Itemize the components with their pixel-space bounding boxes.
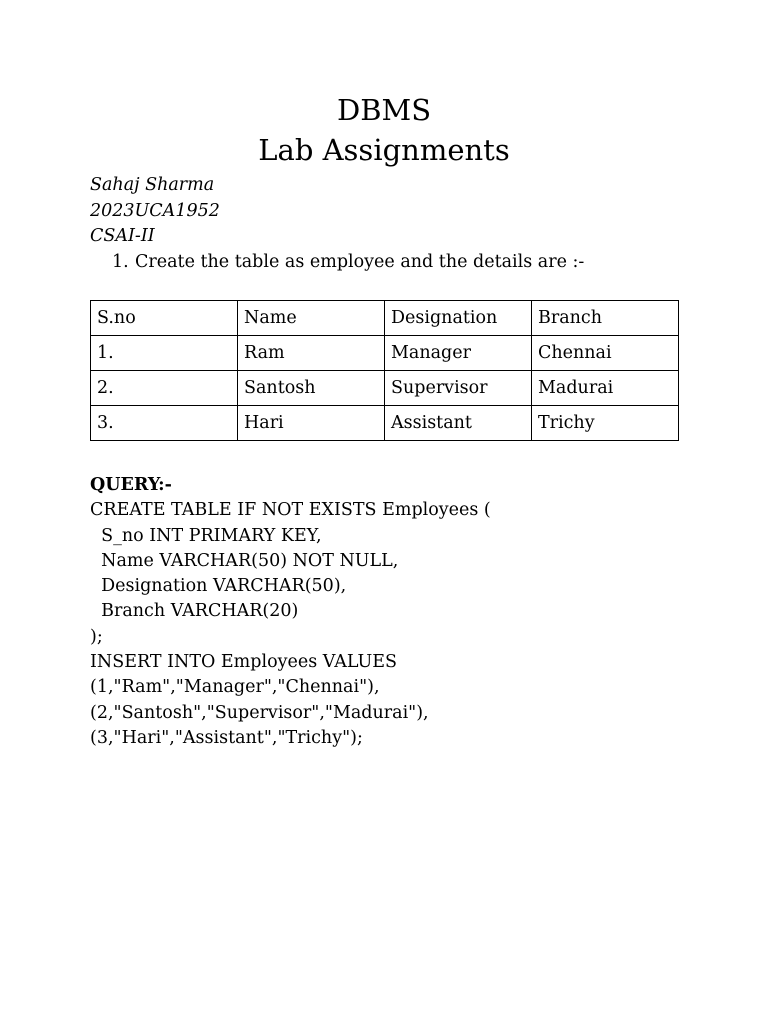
query-line: (1,"Ram","Manager","Chennai"), <box>90 677 380 698</box>
table-cell: Madurai <box>532 371 679 406</box>
student-roll-number: 2023UCA1952 <box>90 201 220 221</box>
table-header-row <box>91 301 679 336</box>
table-header-cell: Name <box>238 301 385 336</box>
query-line: CREATE TABLE IF NOT EXISTS Employees ( <box>90 500 491 521</box>
query-heading: QUERY:- <box>90 475 172 495</box>
query-line: (3,"Hari","Assistant","Trichy"); <box>90 727 363 748</box>
query-line: Branch VARCHAR(20) <box>90 601 299 622</box>
task-text: Create the table as employee and the details are :- <box>135 252 585 272</box>
table-cell: Assistant <box>385 406 532 441</box>
document-title: DBMS <box>336 93 432 127</box>
student-class: CSAI-II <box>90 226 155 246</box>
query-line: S_no INT PRIMARY KEY, <box>90 525 322 546</box>
task-item <box>112 251 584 273</box>
student-name: Sahaj Sharma <box>90 175 215 195</box>
table-cell: Trichy <box>532 406 679 441</box>
table-cell: Hari <box>238 406 385 441</box>
query-line: ); <box>90 626 103 647</box>
table-row <box>91 336 679 371</box>
query-line: INSERT INTO Employees VALUES <box>90 652 398 673</box>
document-subtitle: Lab Assignments <box>258 133 510 167</box>
table-header-cell: Branch <box>532 301 679 336</box>
table-header-cell: S.no <box>91 301 238 336</box>
table-cell: Santosh <box>238 371 385 406</box>
table-row <box>91 371 679 406</box>
table-cell: 1. <box>91 336 238 371</box>
query-line: Designation VARCHAR(50), <box>90 576 347 597</box>
table-row <box>91 406 679 441</box>
table-cell: 3. <box>91 406 238 441</box>
table-cell: Manager <box>385 336 532 371</box>
table-cell: Supervisor <box>385 371 532 406</box>
query-line: (2,"Santosh","Supervisor","Madurai"), <box>90 702 429 723</box>
table-header-cell: Designation <box>385 301 532 336</box>
task-number: 1. <box>112 252 129 272</box>
table-cell: 2. <box>91 371 238 406</box>
query-section <box>90 473 491 751</box>
table-cell: Ram <box>238 336 385 371</box>
employee-table <box>90 300 679 441</box>
query-line: Name VARCHAR(50) NOT NULL, <box>90 550 399 571</box>
table-cell: Chennai <box>532 336 679 371</box>
